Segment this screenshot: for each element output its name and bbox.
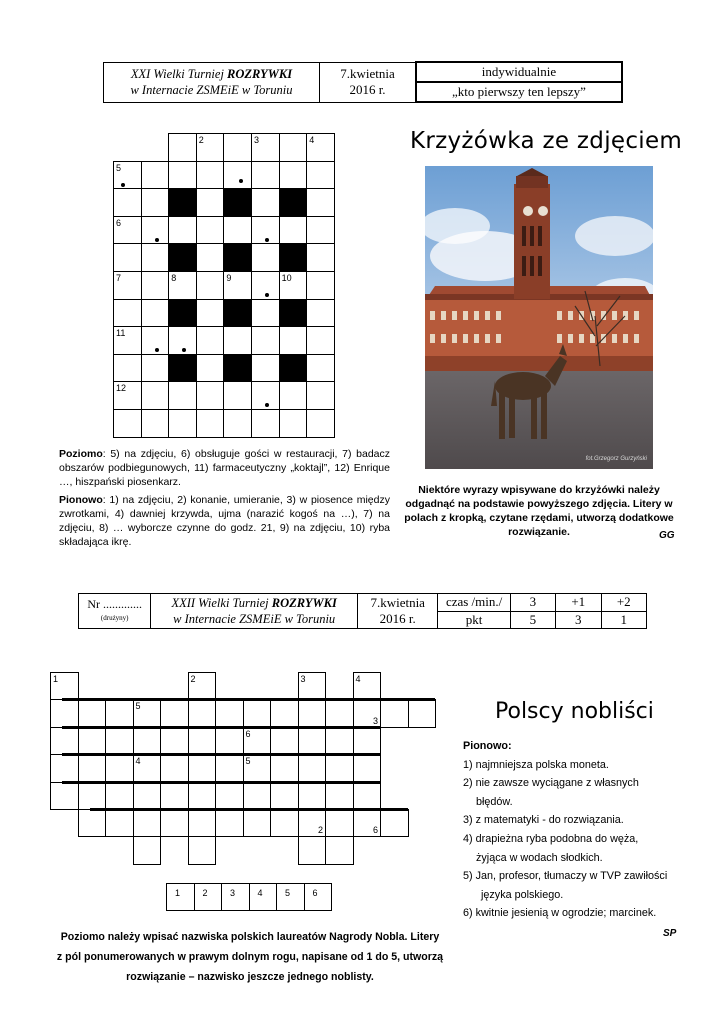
crossword-cell[interactable]: [306, 188, 335, 217]
cell-number: 4: [355, 674, 361, 684]
row-divider: [62, 698, 435, 701]
crossword-cell[interactable]: [223, 271, 252, 300]
clue-down-5-cont: języka polskiego.: [481, 888, 564, 901]
puzzle1-instruction: Niektóre wyrazy wpisywane do krzyżówki należy odgadnąć na podstawie powyższego zdjęcia. Litery w polach z kropką, czytane rzędami, utworzą dodatkowe rozwiązanie.: [404, 484, 674, 538]
crossword-cell[interactable]: [188, 836, 217, 864]
clue-down-6: 6) kwitnie jesienią w ogrodzie; marcinek.: [463, 907, 657, 920]
crossword-cell[interactable]: [105, 754, 134, 782]
team-number[interactable]: [79, 594, 151, 629]
clue-down-2: 2) nie zawsze wyciągane z własnych: [463, 777, 639, 790]
instruction-line1: Poziomo należy wpisać nazwiska polskich laureatów Nagrody Nobla. Litery: [60, 931, 440, 943]
crossword-cell[interactable]: [353, 699, 382, 727]
crossword-cell[interactable]: [133, 782, 162, 810]
crossword-cell[interactable]: [113, 188, 142, 217]
crossword-cell[interactable]: [105, 699, 134, 727]
crossword-cell[interactable]: [353, 672, 382, 700]
event-line2: w Internacie ZSMEiE w Toruniu: [130, 83, 293, 97]
down-clues: [59, 493, 390, 549]
puzzle2-down-clues: [463, 737, 667, 923]
crossword-cell[interactable]: [298, 836, 327, 864]
crossword-cell[interactable]: [105, 782, 134, 810]
solution-cell[interactable]: [194, 883, 223, 911]
crossword-cell[interactable]: [168, 381, 197, 410]
puzzle2-author: SP: [663, 928, 677, 939]
marker-dot: [265, 238, 269, 242]
crossword-cell[interactable]: [270, 699, 299, 727]
crossword-cell[interactable]: [251, 299, 280, 328]
crossword-cell[interactable]: [196, 133, 225, 162]
crossword-cell[interactable]: [196, 381, 225, 410]
crossword-cell[interactable]: [251, 133, 280, 162]
cell-number: 8: [171, 273, 177, 283]
crossword-cell[interactable]: [223, 409, 252, 438]
marker-dot: [121, 183, 125, 187]
across-clues: [59, 447, 390, 489]
time-value-3: +2: [601, 594, 647, 612]
cell-number: 1: [175, 888, 181, 898]
crossword-cell[interactable]: [215, 809, 244, 837]
crossword-cell[interactable]: [141, 354, 170, 383]
crossword-cell[interactable]: [168, 271, 197, 300]
crossword-cell[interactable]: [306, 326, 335, 355]
solution-cell[interactable]: [276, 883, 305, 911]
solution-cell[interactable]: [166, 883, 195, 911]
crossword-cell[interactable]: [50, 782, 79, 810]
crossword-cell[interactable]: [251, 243, 280, 272]
puzzle2-instruction: [40, 927, 460, 987]
crossword-cell[interactable]: [50, 699, 79, 727]
crossword-cell[interactable]: [306, 409, 335, 438]
cell-number: 3: [254, 135, 260, 145]
crossword-cell[interactable]: [196, 188, 225, 217]
event-line1-bold: ROZRYWKI: [227, 67, 293, 81]
crossword-cell[interactable]: [78, 754, 107, 782]
crossword-cell[interactable]: [133, 727, 162, 755]
crossword-cell[interactable]: [306, 161, 335, 190]
black-cell: [279, 354, 308, 383]
event2-line1-prefix: XXII Wielki Turniej: [171, 596, 272, 610]
cell-number: 4: [309, 135, 315, 145]
clue-down-3: 3) z matematyki - do rozwiązania.: [463, 814, 624, 827]
crossword-cell[interactable]: [306, 299, 335, 328]
clue-down-4: 4) drapieżna ryba podobna do węża,: [463, 832, 639, 845]
crossword-cell[interactable]: [325, 727, 354, 755]
crossword-cell[interactable]: [105, 727, 134, 755]
puzzle1-title: Krzyżówka ze zdjęciem: [410, 128, 683, 154]
crossword-cell[interactable]: [168, 409, 197, 438]
crossword-cell[interactable]: [306, 354, 335, 383]
event-name-2: [151, 594, 358, 629]
crossword-cell[interactable]: [141, 243, 170, 272]
crossword-cell[interactable]: [78, 699, 107, 727]
marker-dot: [265, 293, 269, 297]
crossword-cell[interactable]: [251, 326, 280, 355]
cell-number: 1: [53, 674, 59, 684]
clue-down-2-cont: błędów.: [476, 795, 513, 808]
crossword-cell[interactable]: [270, 809, 299, 837]
crossword-cell[interactable]: [50, 727, 79, 755]
time-label: czas /min./: [438, 594, 510, 612]
event-name: [104, 62, 320, 102]
cell-number: 3: [230, 888, 236, 898]
crossword-cell[interactable]: [113, 409, 142, 438]
cell-number: 2: [198, 135, 204, 145]
crossword-cell[interactable]: [133, 809, 162, 837]
event2-date-line1: 7.kwietnia: [370, 595, 425, 610]
cell-number: 6: [245, 728, 251, 739]
crossword-cell[interactable]: [160, 754, 189, 782]
crossword-cell[interactable]: [251, 409, 280, 438]
crossword-cell[interactable]: [133, 699, 162, 727]
crossword-cell[interactable]: [279, 409, 308, 438]
crossword-cell[interactable]: [168, 216, 197, 245]
clue-down-1: 1) najmniejsza polska moneta.: [463, 758, 609, 771]
crossword-cell[interactable]: [270, 782, 299, 810]
crossword-cell[interactable]: [223, 133, 252, 162]
cell-number: 2: [317, 825, 323, 836]
event2-line2: w Internacie ZSMEiE w Toruniu: [173, 612, 336, 626]
crossword-cell[interactable]: [243, 727, 272, 755]
crossword-cell[interactable]: [353, 809, 382, 837]
crossword-cell[interactable]: [160, 809, 189, 837]
crossword-cell[interactable]: [133, 836, 162, 864]
across-text: : 5) na zdjęciu, 6) obsługuje gości w restauracji, 7) badacz obszarów podbiegunowych, 11) farmaceutyczny „koktajl”, 12) Enrique …, hiszpański piosenkarz.: [59, 448, 390, 488]
crossword-cell[interactable]: [160, 782, 189, 810]
crossword-cell[interactable]: [243, 699, 272, 727]
crossword-cell[interactable]: [279, 216, 308, 245]
crossword-cell[interactable]: [306, 216, 335, 245]
crossword-cell[interactable]: [50, 754, 79, 782]
mode-line2: „kto pierwszy ten lepszy”: [416, 82, 622, 102]
cell-number: 3: [372, 715, 378, 726]
event-date: [320, 62, 417, 102]
crossword-cell[interactable]: [113, 243, 142, 272]
crossword-cell[interactable]: [306, 243, 335, 272]
cell-number: 11: [116, 328, 126, 339]
black-cell: [168, 188, 197, 217]
black-cell: [223, 299, 252, 328]
crossword-cell[interactable]: [251, 188, 280, 217]
solution-row[interactable]: [166, 883, 332, 911]
crossword-cell[interactable]: [325, 699, 354, 727]
crossword-cell[interactable]: [279, 161, 308, 190]
crossword-cell[interactable]: [325, 754, 354, 782]
crossword-cell[interactable]: [223, 326, 252, 355]
cell-number: 4: [257, 888, 263, 898]
crossword-cell[interactable]: [279, 381, 308, 410]
clue-down-5: 5) Jan, profesor, tłumaczy w TVP zawiłości: [463, 870, 668, 883]
crossword-cell[interactable]: [188, 672, 217, 700]
marker-dot: [155, 348, 159, 352]
crossword-cell[interactable]: [168, 133, 197, 162]
puzzle2-header: [78, 593, 647, 629]
crossword-cell[interactable]: [325, 782, 354, 810]
crossword-cell[interactable]: [279, 326, 308, 355]
crossword-grid-2[interactable]: [50, 672, 440, 862]
puzzle2-down-label: Pionowo:: [463, 740, 512, 752]
photo-credit: fot.Grzegorz Gurzyński: [585, 456, 647, 462]
crossword-cell[interactable]: [306, 271, 335, 300]
puzzle2-title: Polscy nobliści: [495, 699, 654, 724]
cell-number: 3: [300, 674, 306, 684]
row-divider: [90, 808, 408, 811]
crossword-cell[interactable]: [141, 271, 170, 300]
cell-number: 12: [116, 383, 127, 394]
row-divider: [62, 753, 380, 756]
crossword-cell[interactable]: [141, 299, 170, 328]
crossword-cell[interactable]: [196, 409, 225, 438]
across-label: Poziomo: [59, 448, 103, 460]
crossword-cell[interactable]: [168, 161, 197, 190]
down-label: Pionowo: [59, 494, 103, 506]
crossword-cell[interactable]: [113, 161, 142, 190]
crossword-cell[interactable]: [251, 161, 280, 190]
cell-number: 9: [226, 273, 232, 283]
crossword-cell[interactable]: [380, 699, 409, 727]
crossword-cell[interactable]: [298, 782, 327, 810]
crossword-cell[interactable]: [353, 727, 382, 755]
crossword-cell[interactable]: [279, 133, 308, 162]
town-hall-photo: [425, 166, 653, 469]
crossword-cell[interactable]: [215, 699, 244, 727]
crossword-cell[interactable]: [78, 809, 107, 837]
black-cell: [279, 243, 308, 272]
black-cell: [279, 188, 308, 217]
crossword-cell[interactable]: [78, 782, 107, 810]
solution-cell[interactable]: [249, 883, 278, 911]
cell-number: 5: [135, 701, 141, 712]
time-value-1: 3: [510, 594, 555, 612]
black-cell: [168, 243, 197, 272]
mode-line1: indywidualnie: [416, 62, 622, 82]
crossword-cell[interactable]: [196, 243, 225, 272]
crossword-cell[interactable]: [215, 727, 244, 755]
crossword-cell[interactable]: [408, 699, 437, 727]
date-line1: 7.kwietnia: [340, 66, 395, 81]
crossword-cell[interactable]: [196, 299, 225, 328]
team-number-sub: (drużyny): [100, 614, 129, 622]
crossword-cell[interactable]: [279, 271, 308, 300]
crossword-cell[interactable]: [113, 381, 142, 410]
crossword-cell[interactable]: [188, 782, 217, 810]
team-number-label: Nr .............: [87, 597, 143, 611]
points-value-2: 3: [556, 611, 601, 629]
row-divider: [62, 726, 380, 729]
event2-date-line2: 2016 r.: [379, 611, 416, 626]
cell-number: 5: [116, 162, 122, 173]
crossword-cell[interactable]: [141, 381, 170, 410]
crossword-cell[interactable]: [196, 354, 225, 383]
crossword-cell[interactable]: [380, 809, 409, 837]
event2-line1-bold: ROZRYWKI: [271, 596, 337, 610]
crossword-cell[interactable]: [196, 326, 225, 355]
black-cell: [223, 188, 252, 217]
crossword-cell[interactable]: [50, 672, 79, 700]
cell-number: 10: [281, 273, 292, 283]
crossword-cell[interactable]: [141, 188, 170, 217]
cell-number: 4: [135, 756, 141, 767]
marker-dot: [155, 238, 159, 242]
crossword-cell[interactable]: [188, 809, 217, 837]
down-text: : 1) na zdjęciu, 2) konanie, umieranie, 3) w piosence między zwrotkami, 4) dawniej krzywda, ujma (narazić kogoś na …), 7) na zdjęciu, 8) … wyborcze czynne do godz. 21, 9) na zdjęciu, 10) ryba składająca ikrę.: [59, 494, 390, 548]
cell-number: 7: [116, 273, 122, 283]
crossword-cell[interactable]: [325, 836, 354, 864]
crossword-cell[interactable]: [223, 161, 252, 190]
points-value-3: 1: [601, 611, 647, 629]
event-line1-prefix: XXI Wielki Turniej: [130, 67, 228, 81]
crossword-cell[interactable]: [306, 133, 335, 162]
crossword-cell[interactable]: [188, 727, 217, 755]
time-value-2: +1: [556, 594, 601, 612]
crossword-cell[interactable]: [113, 299, 142, 328]
crossword-cell[interactable]: [141, 161, 170, 190]
row-divider: [62, 781, 380, 784]
instruction-line2: z pól ponumerowanych w prawym dolnym rogu, napisane od 1 do 5, utworzą: [56, 951, 444, 963]
black-cell: [223, 354, 252, 383]
crossword-cell[interactable]: [196, 161, 225, 190]
crossword-cell[interactable]: [353, 782, 382, 810]
crossword-cell[interactable]: [298, 699, 327, 727]
puzzle1-header: [103, 61, 623, 103]
puzzle1-clues: [59, 447, 390, 549]
cell-number: 6: [312, 888, 318, 898]
black-cell: [168, 354, 197, 383]
crossword-cell[interactable]: [243, 782, 272, 810]
crossword-cell[interactable]: [113, 326, 142, 355]
cell-number: 5: [245, 756, 251, 767]
black-cell: [279, 299, 308, 328]
crossword-cell[interactable]: [215, 782, 244, 810]
crossword-cell[interactable]: [113, 216, 142, 245]
crossword-cell[interactable]: [133, 754, 162, 782]
instruction-line3: rozwiązanie – nazwisko jeszcze jednego noblisty.: [126, 971, 374, 983]
crossword-cell[interactable]: [243, 754, 272, 782]
points-label: pkt: [438, 611, 510, 629]
date-line2: 2016 r.: [349, 82, 386, 97]
crossword-cell[interactable]: [353, 754, 382, 782]
crossword-cell[interactable]: [160, 699, 189, 727]
solution-cell[interactable]: [304, 883, 333, 911]
crossword-cell[interactable]: [298, 754, 327, 782]
cell-number: 6: [116, 217, 122, 228]
crossword-cell[interactable]: [78, 727, 107, 755]
crossword-cell[interactable]: [251, 354, 280, 383]
crossword-cell[interactable]: [223, 381, 252, 410]
crossword-cell[interactable]: [243, 809, 272, 837]
crossword-cell[interactable]: [196, 271, 225, 300]
cell-number: 2: [202, 888, 208, 898]
crossword-cell[interactable]: [188, 754, 217, 782]
crossword-cell[interactable]: [270, 727, 299, 755]
crossword-cell[interactable]: [105, 809, 134, 837]
crossword-cell[interactable]: [188, 699, 217, 727]
crossword-cell[interactable]: [298, 727, 327, 755]
event2-date: [357, 594, 438, 629]
crossword-cell[interactable]: [270, 754, 299, 782]
crossword-cell[interactable]: [223, 216, 252, 245]
crossword-cell[interactable]: [141, 409, 170, 438]
down-label-text: Pionowo: [463, 740, 508, 752]
puzzle1-author: GG: [659, 530, 675, 541]
crossword-cell[interactable]: [298, 809, 327, 837]
cell-number: 6: [372, 825, 378, 836]
cell-number: 2: [190, 674, 196, 684]
black-cell: [168, 299, 197, 328]
solution-cell[interactable]: [221, 883, 250, 911]
clue-down-4-cont: żyjąca w wodach słodkich.: [476, 851, 603, 864]
crossword-cell[interactable]: [113, 271, 142, 300]
crossword-cell[interactable]: [160, 727, 189, 755]
crossword-cell[interactable]: [298, 672, 327, 700]
cell-number: 5: [285, 888, 291, 898]
crossword-cell[interactable]: [113, 354, 142, 383]
black-cell: [223, 243, 252, 272]
points-value-1: 5: [510, 611, 555, 629]
crossword-cell[interactable]: [215, 754, 244, 782]
crossword-cell[interactable]: [325, 809, 354, 837]
crossword-cell[interactable]: [196, 216, 225, 245]
crossword-grid-1[interactable]: [113, 133, 335, 438]
crossword-cell[interactable]: [306, 381, 335, 410]
